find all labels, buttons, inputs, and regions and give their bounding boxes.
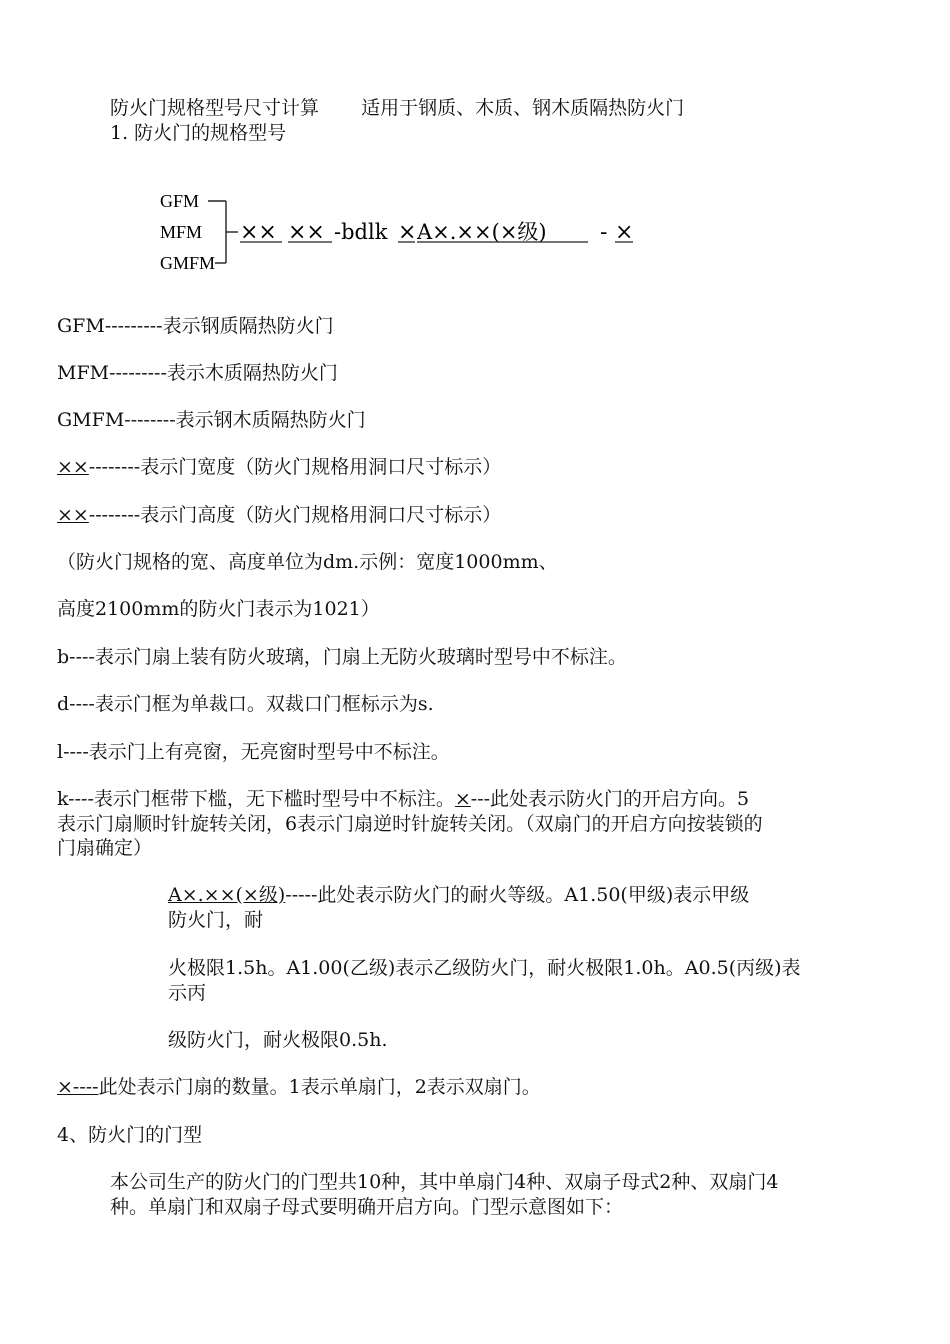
- leaf-count-line: [57, 1075, 541, 1099]
- def-gmfm: [57, 408, 366, 432]
- def-gfm: [57, 314, 334, 338]
- fire-rating-text: -----此处表示防火门的耐火等级。A1.50(甲级)表示甲级: [285, 884, 750, 906]
- pattern-fire-rating: A×.××(×级): [417, 220, 547, 244]
- fire-rating-line-3: 火极限1.5h。A1.00(乙级)表示乙级防火门，耐火极限1.0h。A0.5(丙级)表: [168, 957, 801, 979]
- def-k-line-3: 门扇确定）: [57, 837, 153, 859]
- pattern-dash: -: [600, 220, 608, 245]
- section-4-paragraph-line-1: 本公司生产的防火门的门型共10种，其中单扇门4种、双扇子母式2种、双扇门4: [110, 1171, 779, 1193]
- def-mfm: [57, 361, 338, 385]
- pattern-letters: -bdlk: [334, 220, 388, 244]
- pattern-leaf-count: ×: [615, 220, 634, 245]
- def-key: GMFM--------: [57, 409, 176, 431]
- def-key: ××: [57, 456, 89, 478]
- pattern-width: ××: [240, 220, 277, 245]
- fire-rating-line-1: [168, 883, 749, 907]
- code-gfm: GFM: [160, 191, 200, 211]
- def-key: MFM---------: [57, 362, 167, 384]
- def-dash: --------: [88, 504, 141, 526]
- section-4-heading: 4、防火门的门型: [57, 1124, 203, 1146]
- def-text: 表示钢质隔热防火门: [162, 315, 334, 337]
- fire-rating-line-5: 级防火门，耐火极限0.5h.: [168, 1029, 388, 1051]
- fire-rating-line-4: 示丙: [168, 982, 207, 1004]
- def-height: [57, 503, 501, 527]
- leaf-count-text: 此处表示门扇的数量。1表示单扇门，2表示双扇门。: [98, 1076, 541, 1098]
- direction-text: ---此处表示防火门的开启方向。5: [470, 788, 750, 810]
- unit-note-line-2: 高度2100mm的防火门表示为1021）: [57, 598, 380, 620]
- model-code-figure: [160, 182, 660, 282]
- def-k-line-2: 表示门扇顺时针旋转关闭，6表示门扇逆时针旋转关闭。（双扇门的开启方向按装锁的: [57, 813, 763, 835]
- def-b: b----表示门扇上装有防火玻璃，门扇上无防火玻璃时型号中不标注。: [57, 646, 627, 668]
- def-dash: --------: [88, 456, 141, 478]
- leaf-count-symbol: ×----: [57, 1076, 99, 1098]
- pattern-direction: ×: [398, 220, 417, 245]
- def-k-text: k----表示门框带下槛，无下槛时型号中不标注。: [57, 788, 455, 810]
- unit-note-line-1: （防火门规格的宽、高度单位为dm.示例：宽度1000mm、: [57, 551, 558, 573]
- def-text: 表示钢木质隔热防火门: [175, 409, 366, 431]
- def-key: ××: [57, 504, 89, 526]
- direction-symbol: ×: [454, 788, 471, 810]
- def-text: 表示门高度（防火门规格用洞口尺寸标示）: [140, 504, 502, 526]
- title-line: [110, 96, 684, 120]
- def-k-line-1: [57, 787, 749, 811]
- section-4-paragraph-line-2: 种。单扇门和双扇子母式要明确开启方向。门型示意图如下：: [110, 1196, 624, 1218]
- section-1-heading: 1. 防火门的规格型号: [110, 122, 287, 144]
- code-gmfm: GMFM: [160, 253, 216, 273]
- def-key: GFM---------: [57, 315, 163, 337]
- model-code-diagram: [160, 182, 660, 282]
- fire-rating-code: A×.××(×级): [168, 884, 286, 906]
- def-width: [57, 455, 501, 479]
- page-title: 防火门规格型号尺寸计算: [110, 97, 320, 119]
- code-mfm: MFM: [160, 222, 203, 242]
- def-text: 表示木质隔热防火门: [166, 362, 338, 384]
- def-text: 表示门宽度（防火门规格用洞口尺寸标示）: [140, 456, 502, 478]
- def-l: l----表示门上有亮窗，无亮窗时型号中不标注。: [57, 741, 450, 763]
- fire-rating-line-2: 防火门，耐: [168, 909, 264, 931]
- scope-text: 适用于钢质、木质、钢木质隔热防火门: [361, 97, 685, 119]
- pattern-height: ××: [288, 220, 325, 245]
- def-d: d----表示门框为单裁口。双裁口门框标示为s.: [57, 693, 434, 715]
